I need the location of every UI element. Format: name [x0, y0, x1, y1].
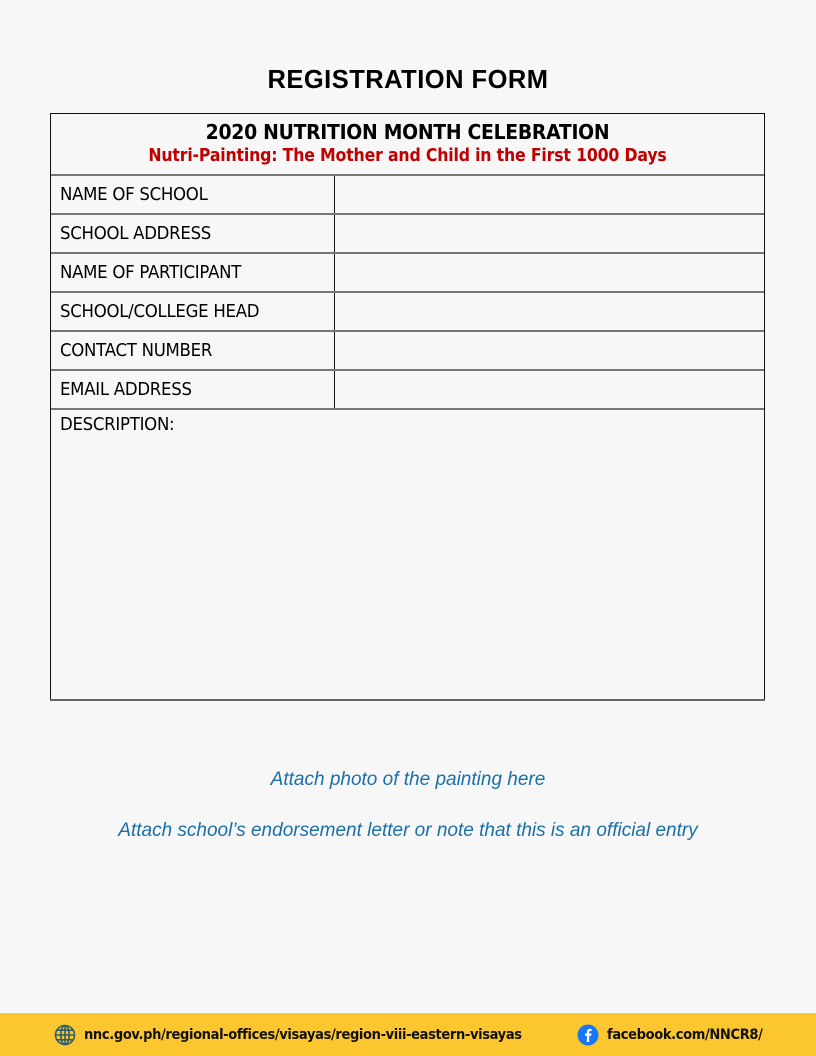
form-row-school-address: [51, 215, 764, 254]
form-row-name-of-participant: [51, 254, 764, 293]
form-header: [51, 114, 764, 176]
event-title: 2020 NUTRITION MONTH CELEBRATION: [205, 120, 610, 144]
facebook-icon: [577, 1024, 599, 1046]
school-address-field[interactable]: [335, 215, 764, 252]
contact-number-field[interactable]: [335, 332, 764, 369]
field-label: NAME OF SCHOOL: [51, 176, 335, 213]
facebook-link[interactable]: [577, 1024, 780, 1046]
school-head-field[interactable]: [335, 293, 764, 330]
name-of-participant-field[interactable]: [335, 254, 764, 291]
form-row-school-head: [51, 293, 764, 332]
field-label: CONTACT NUMBER: [51, 332, 335, 369]
event-subtitle: Nutri-Painting: The Mother and Child in the First 1000 Days: [148, 146, 667, 166]
page-title: REGISTRATION FORM: [267, 64, 549, 94]
form-row-name-of-school: [51, 176, 764, 215]
field-label: SCHOOL ADDRESS: [51, 215, 335, 252]
name-of-school-field[interactable]: [335, 176, 764, 213]
description-field[interactable]: [51, 410, 764, 700]
registration-form-table: [50, 113, 765, 701]
photo-attachment-note: Attach photo of the painting here: [270, 769, 546, 790]
website-link[interactable]: [54, 1024, 570, 1046]
form-row-email-address: [51, 371, 764, 410]
website-url: nnc.gov.ph/regional-offices/visayas/region-viii-eastern-visayas: [84, 1027, 522, 1043]
field-label: EMAIL ADDRESS: [51, 371, 335, 408]
description-label: DESCRIPTION:: [60, 414, 175, 435]
form-row-contact-number: [51, 332, 764, 371]
globe-icon: [54, 1024, 76, 1046]
email-address-field[interactable]: [335, 371, 764, 408]
facebook-url: facebook.com/NNCR8/: [607, 1027, 763, 1043]
footer-bar: [0, 1013, 816, 1056]
endorsement-attachment-note: Attach school’s endorsement letter or note that this is an official entry: [118, 820, 698, 841]
field-label: SCHOOL/COLLEGE HEAD: [51, 293, 335, 330]
field-label: NAME OF PARTICIPANT: [51, 254, 335, 291]
table-bottom-rule: [50, 699, 765, 701]
